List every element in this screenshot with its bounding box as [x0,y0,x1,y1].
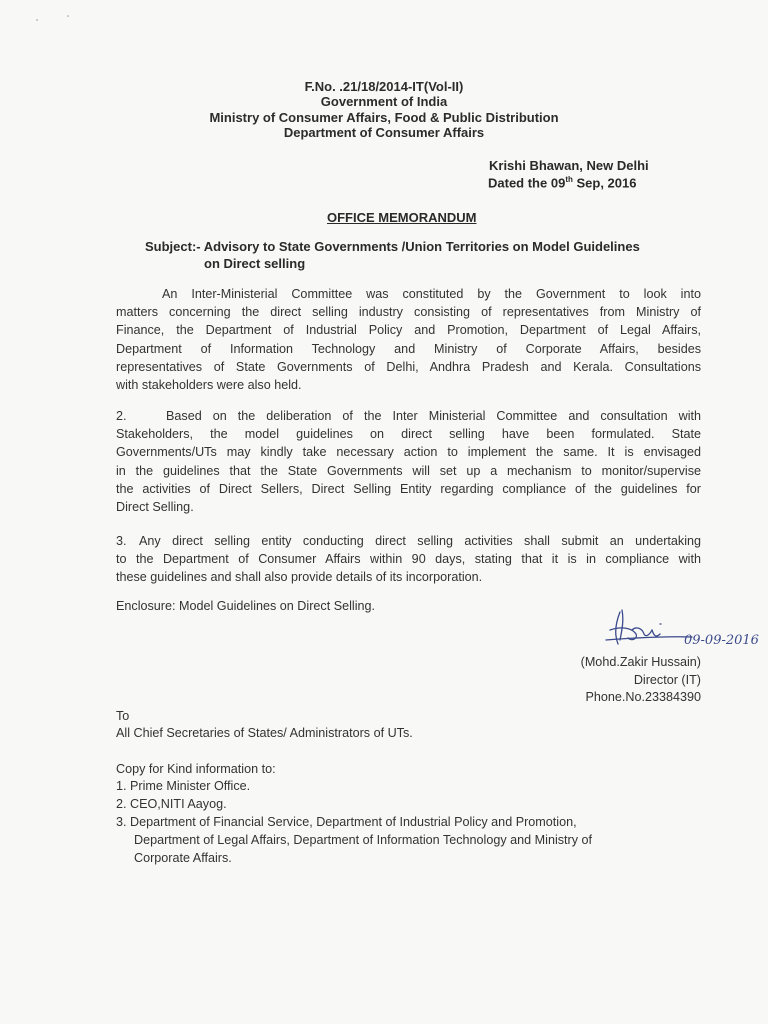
to-recipients: All Chief Secretaries of States/ Administrators of UTs. [116,726,413,740]
signatory-name: (Mohd.Zakir Hussain) [580,655,701,669]
place: Krishi Bhawan, New Delhi [489,158,649,173]
paragraph-2-first-line [116,407,701,425]
copy-item-3-cont: Corporate Affairs. [134,851,232,865]
paragraph-2-line: in the guidelines that the State Governments will set up a mechanism to monitor/supervise [116,463,701,478]
paragraph-3-line: Any direct selling entity conducting direct selling activities shall submit an undertaking [139,534,701,548]
file-number: F.No. .21/18/2014-IT(Vol-II) [304,79,464,94]
signatory-designation: Director (IT) [633,673,701,687]
department-name: Department of Consumer Affairs [283,125,485,140]
paragraph-2-line: Stakeholders, the model guidelines on direct selling have been formulated. State [116,427,701,442]
date-suffix: Sep, 2016 [572,175,637,191]
paragraph-1-line: with stakeholders were also held. [116,378,302,393]
scan-specks [0,0,80,30]
paragraph-2-line: Direct Selling. [116,500,194,515]
paragraph-1-line: representatives of State Governments of Delhi, Andhra Pradesh and Kerala. Consultations [116,359,701,374]
copy-item-1: 1. Prime Minister Office. [116,779,251,793]
copy-item-3: 3. Department of Financial Service, Department of Industrial Policy and Promotion, [116,815,577,829]
paragraph-1-line: Department of Information Technology and Ministry of Corporate Affairs, besides [116,341,701,356]
paragraph-3-line: to the Department of Consumer Affairs within 90 days, stating that it is in compliance with [116,552,701,567]
paragraph-2 [116,407,701,516]
paragraph-1 [116,285,701,394]
paragraph-1-line: Finance, the Department of Industrial Policy and Promotion, Department of Legal Affairs, [116,323,701,338]
paragraph-2-line: Governments/UTs may kindly take necessary action to implement the same. It is envisaged [116,445,701,460]
paragraph-3-number: 3. [116,534,127,548]
date-prefix: Dated the 09 [488,175,566,191]
paragraph-2-number: 2. [116,409,127,423]
copy-item-3-cont: Department of Legal Affairs, Department of Information Technology and Ministry of [134,833,593,847]
ministry-name: Ministry of Consumer Affairs, Food & Public Distribution [209,110,559,125]
signature-date: 09-09-2016 [684,633,759,648]
date-superscript: th [565,175,573,184]
subject-line-1: Subject:- Advisory to State Governments /Union Territories on Model Guidelines [145,239,640,254]
signatory-phone: Phone.No.23384390 [585,690,701,704]
copy-item-2: 2. CEO,NITI Aayog. [116,797,227,811]
paragraph-2-line: Based on the deliberation of the Inter Ministerial Committee and consultation with [166,409,701,423]
paragraph-3 [116,532,701,587]
subject-line-2: on Direct selling [204,256,306,271]
paragraph-2-line: the activities of Direct Sellers, Direct Selling Entity regarding compliance of the guidelines for [116,481,701,496]
paragraph-1-line: matters concerning the direct selling industry consisting of representatives from Ministry of [116,305,701,320]
paragraph-1-line: An Inter-Ministerial Committee was constituted by the Government to look into [162,287,701,301]
date [488,175,636,190]
to-label: To [116,709,130,723]
paragraph-3-line: these guidelines and shall also provide details of its incorporation. [116,570,483,585]
signature-image [592,604,768,660]
enclosure-note: Enclosure: Model Guidelines on Direct Selling. [116,599,376,613]
government-name: Government of India [320,94,448,109]
copy-label: Copy for Kind information to: [116,762,276,776]
page-title: OFFICE MEMORANDUM [327,210,477,225]
paragraph-3-first-line [116,532,701,550]
